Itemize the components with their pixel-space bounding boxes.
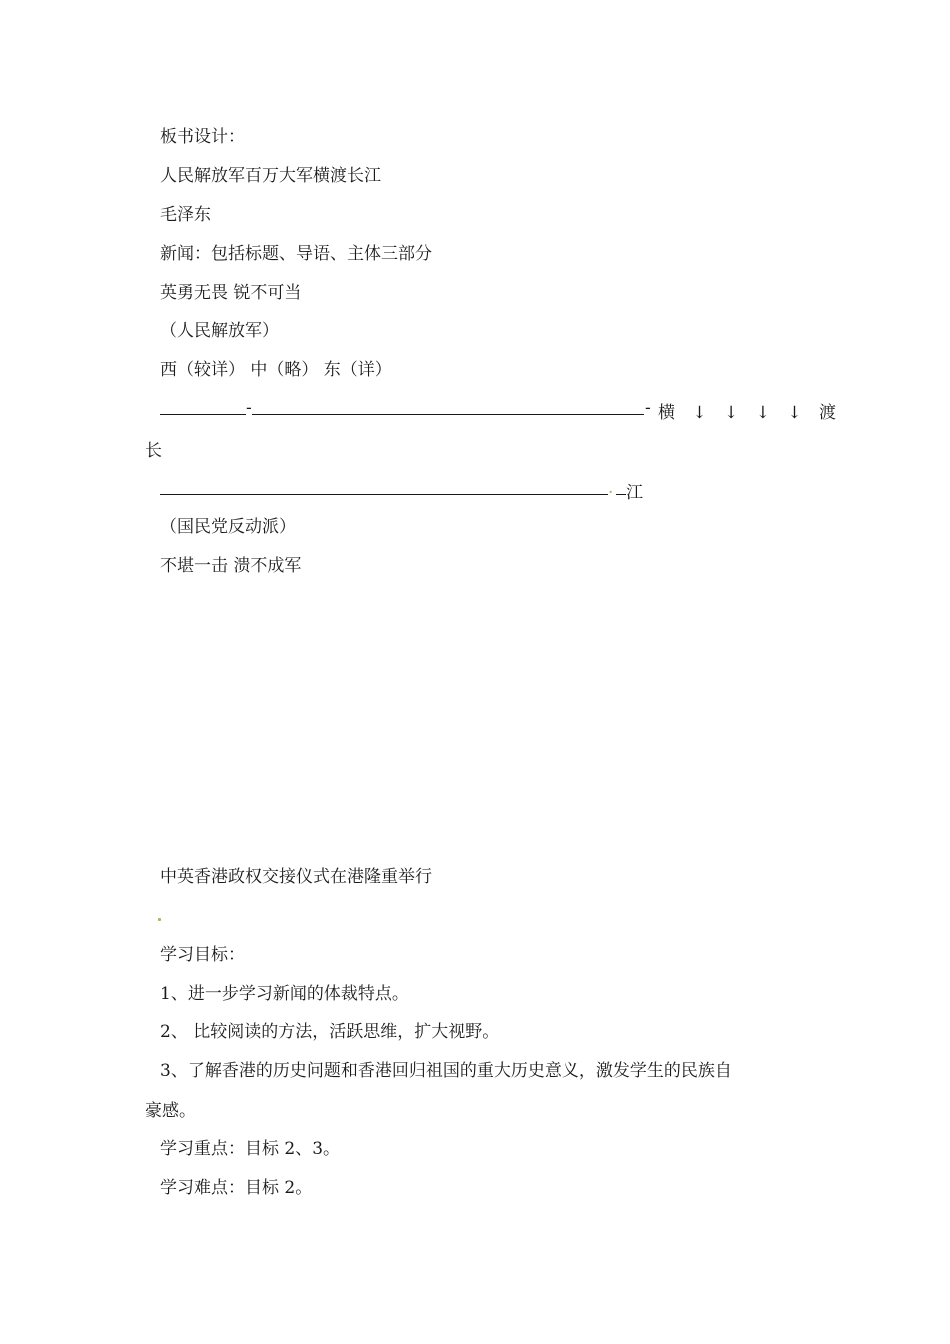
- board-author: 毛泽东: [160, 205, 211, 225]
- row-river-char: 江: [626, 483, 643, 503]
- row-dot: .: [608, 478, 614, 498]
- board-pla: （人民解放军）: [160, 321, 279, 341]
- goal-1: 1、进一步学习新闻的体裁特点。: [160, 984, 409, 1004]
- blank-line-long: [252, 398, 644, 415]
- board-brave: 英勇无畏 锐不可当: [160, 283, 302, 303]
- learning-focus: 学习重点：目标 2、3。: [160, 1139, 341, 1159]
- board-fronts: 西（较详） 中（略） 东（详）: [160, 360, 392, 380]
- learning-difficulty: 学习难点：目标 2。: [160, 1178, 313, 1198]
- blank-line-river: [160, 478, 608, 495]
- blank-line-tiny: [616, 478, 626, 495]
- board-arrow-row: [160, 398, 842, 423]
- board-river-row: [160, 478, 810, 503]
- goal-3: 3、了解香港的历史问题和香港回归祖国的重大历史意义，激发学生的民族自: [160, 1061, 732, 1081]
- board-title: 人民解放军百万大军横渡长江: [160, 166, 381, 186]
- row-dash-end: -: [645, 398, 651, 418]
- blank-line-short: [160, 398, 246, 415]
- goal-2: 2、 比较阅读的方法，活跃思维，扩大视野。: [160, 1022, 500, 1042]
- stray-mark: [158, 918, 161, 921]
- board-news-parts: 新闻：包括标题、导语、主体三部分: [160, 244, 432, 264]
- row-dash: -: [246, 398, 252, 418]
- board-heading: 板书设计：: [160, 127, 245, 147]
- lesson-title: 中英香港政权交接仪式在港隆重举行: [160, 867, 432, 887]
- goal-3-wrap: 豪感。: [145, 1101, 196, 1121]
- row-cross-arrows: 横 ↓ ↓ ↓ ↓ 渡: [658, 403, 842, 423]
- board-collapse: 不堪一击 溃不成军: [160, 556, 302, 576]
- goals-heading: 学习目标：: [160, 945, 245, 965]
- board-wrap-char: 长: [145, 441, 162, 461]
- board-kmt: （国民党反动派）: [160, 517, 296, 537]
